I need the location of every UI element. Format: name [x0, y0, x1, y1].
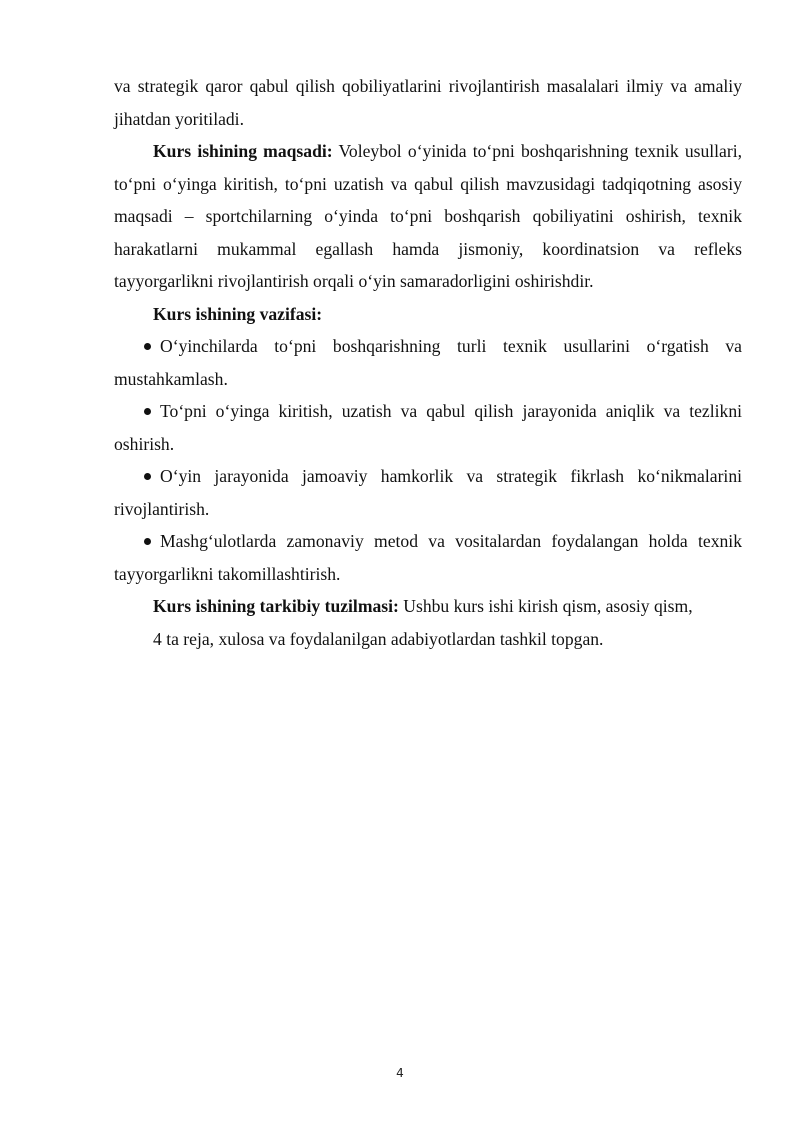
tasks-label: Kurs ishining vazifasi: — [153, 303, 323, 324]
list-item — [114, 525, 742, 590]
list-item — [114, 460, 742, 525]
page-number: 4 — [396, 1066, 404, 1080]
intro-continuation: va strategik qaror qabul qilish qobiliyatlarini rivojlantirish masalalari ilmiy va amaliy jihatdan yoritiladi. — [114, 76, 742, 129]
structure-paragraph — [114, 590, 742, 655]
tasks-heading — [114, 298, 742, 331]
structure-text-line2: 4 ta reja, xulosa va foydalanilgan adabiyotlardan tashkil topgan. — [153, 628, 604, 649]
bullet-icon — [144, 343, 151, 350]
goal-paragraph — [114, 135, 742, 298]
goal-text: Voleybol o‘yinida to‘pni boshqarishning texnik usullari, to‘pni o‘yinga kiritish, to‘pni uzatish va qabul qilish mavzusidagi tadqiqotning asosiy maqsadi – sportchilarning o‘yinda to‘pni boshqarish qobiliyatini oshirish, texnik harakatlarni mukammal egallash hamda jismoniy, koordinatsion va refleks tayyorgarlikni rivojlantirish orqali o‘yin samaradorligini oshirishdir. — [114, 141, 743, 291]
list-item — [114, 330, 742, 395]
list-item-text: To‘pni o‘yinga kiritish, uzatish va qabul qilish jarayonida aniqlik va tezlikni oshirish. — [114, 401, 742, 454]
bullet-icon — [144, 473, 151, 480]
list-item-text: O‘yinchilarda to‘pni boshqarishning turli texnik usullarini o‘rgatish va mustahkamlash. — [114, 336, 742, 389]
structure-label: Kurs ishining tarkibiy tuzilmasi: — [153, 596, 399, 616]
list-item-text: Mashg‘ulotlarda zamonaviy metod va vositalardan foydalangan holda texnik tayyorgarlikni takomillashtirish. — [114, 531, 742, 584]
list-item — [114, 395, 742, 460]
bullet-icon — [144, 538, 151, 545]
list-item-text: O‘yin jarayonida jamoaviy hamkorlik va strategik fikrlash ko‘nikmalarini rivojlantirish. — [114, 466, 742, 519]
bullet-icon — [144, 408, 151, 415]
goal-label: Kurs ishining maqsadi: — [153, 141, 333, 161]
structure-text-line1: Ushbu kurs ishi kirish qism, asosiy qism, — [398, 596, 693, 616]
page-body — [114, 70, 742, 655]
